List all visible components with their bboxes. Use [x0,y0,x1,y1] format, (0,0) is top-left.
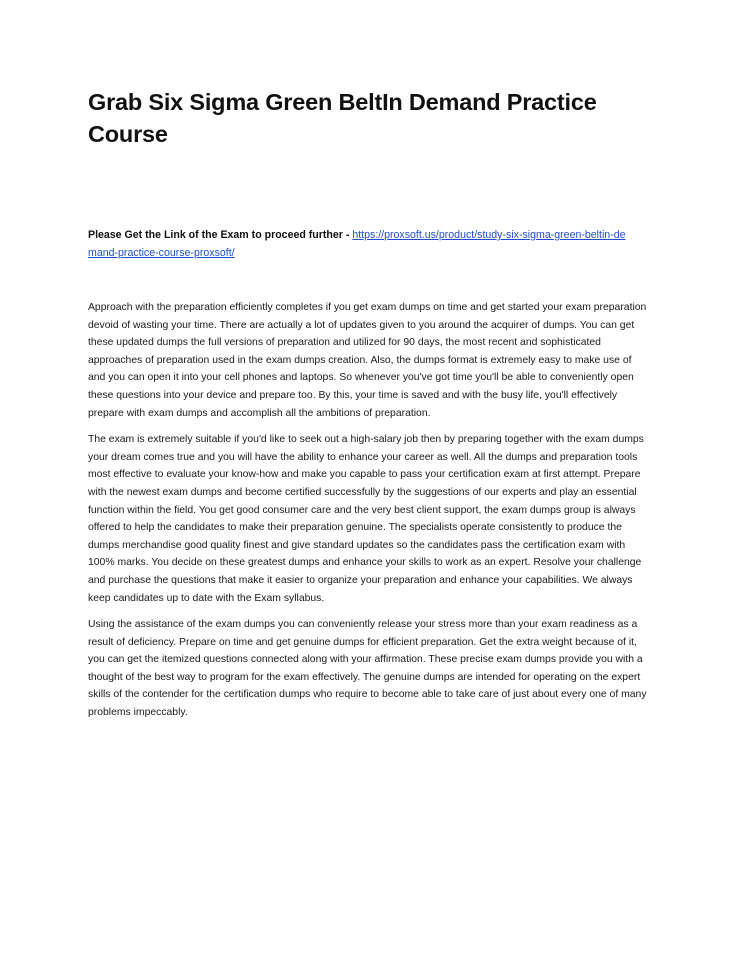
exam-link-line [88,227,633,262]
link-prefix-text: Please Get the Link of the Exam to proceed further - [88,229,353,241]
paragraph-2: The exam is extremely suitable if you'd like to seek out a high-salary job then by preparing together with the exam dumps your dream comes true and you will have the ability to enhance your career as well. All the dumps and preparation tools most effective to evaluate your know-how and make you capable to pass your certification exam at first attempt. Prepare with the newest exam dumps and become certified successfully by the suggestions of our experts and play an essential function within the field. You get good consumer care and the very best client support, the exam dumps group is always offered to help the candidates to make their preparation genuine. The specialists operate consistently to produce the dumps merchandise good quality finest and give standard updates so the candidates pass the certification exam with 100% marks. You decide on these greatest dumps and enhance your skills to work as an expert. Resolve your challenge and purchase the questions that make it easier to organize your preparation and enhance your capabilities. We always keep candidates up to date with the Exam syllabus. [88,434,644,604]
exam-product-link[interactable]: https://proxsoft.us/product/study-six-sigma-green-beltin-demand-practice-course-proxsoft/ [88,229,626,259]
page-title: Grab Six Sigma Green BeltIn Demand Practice Course [88,89,597,147]
article-body [88,299,648,731]
paragraph-1: Approach with the preparation efficiently completes if you get exam dumps on time and get started your exam preparation devoid of wasting your time. There are actually a lot of updates given to you around the acquirer of dumps. You can get these updated dumps the full versions of preparation and utilized for 90 days, the most recent and sophisticated approaches of preparation used in the exam dumps creation. Also, the dumps format is extremely easy to make use of and you can open it into your cell phones and laptops. So whenever you've got time you'll be able to conveniently open these questions into your device and prepare too. By this, your time is saved and with the busy life, you'll effectively prepare with exam dumps and accomplish all the ambitions of preparation. [88,302,647,419]
paragraph-3: Using the assistance of the exam dumps you can conveniently release your stress more than your exam readiness as a result of deficiency. Prepare on time and get genuine dumps for efficient preparation. Get the extra weight because of it, you can get the itemized questions connected along with your affirmation. These precise exam dumps provide you with a thought of the best way to program for the exam effectively. The genuine dumps are intended for operating on the expert skills of the contender for the certification dumps who require to become able to take care of just about every one of many problems impeccably. [88,619,647,719]
